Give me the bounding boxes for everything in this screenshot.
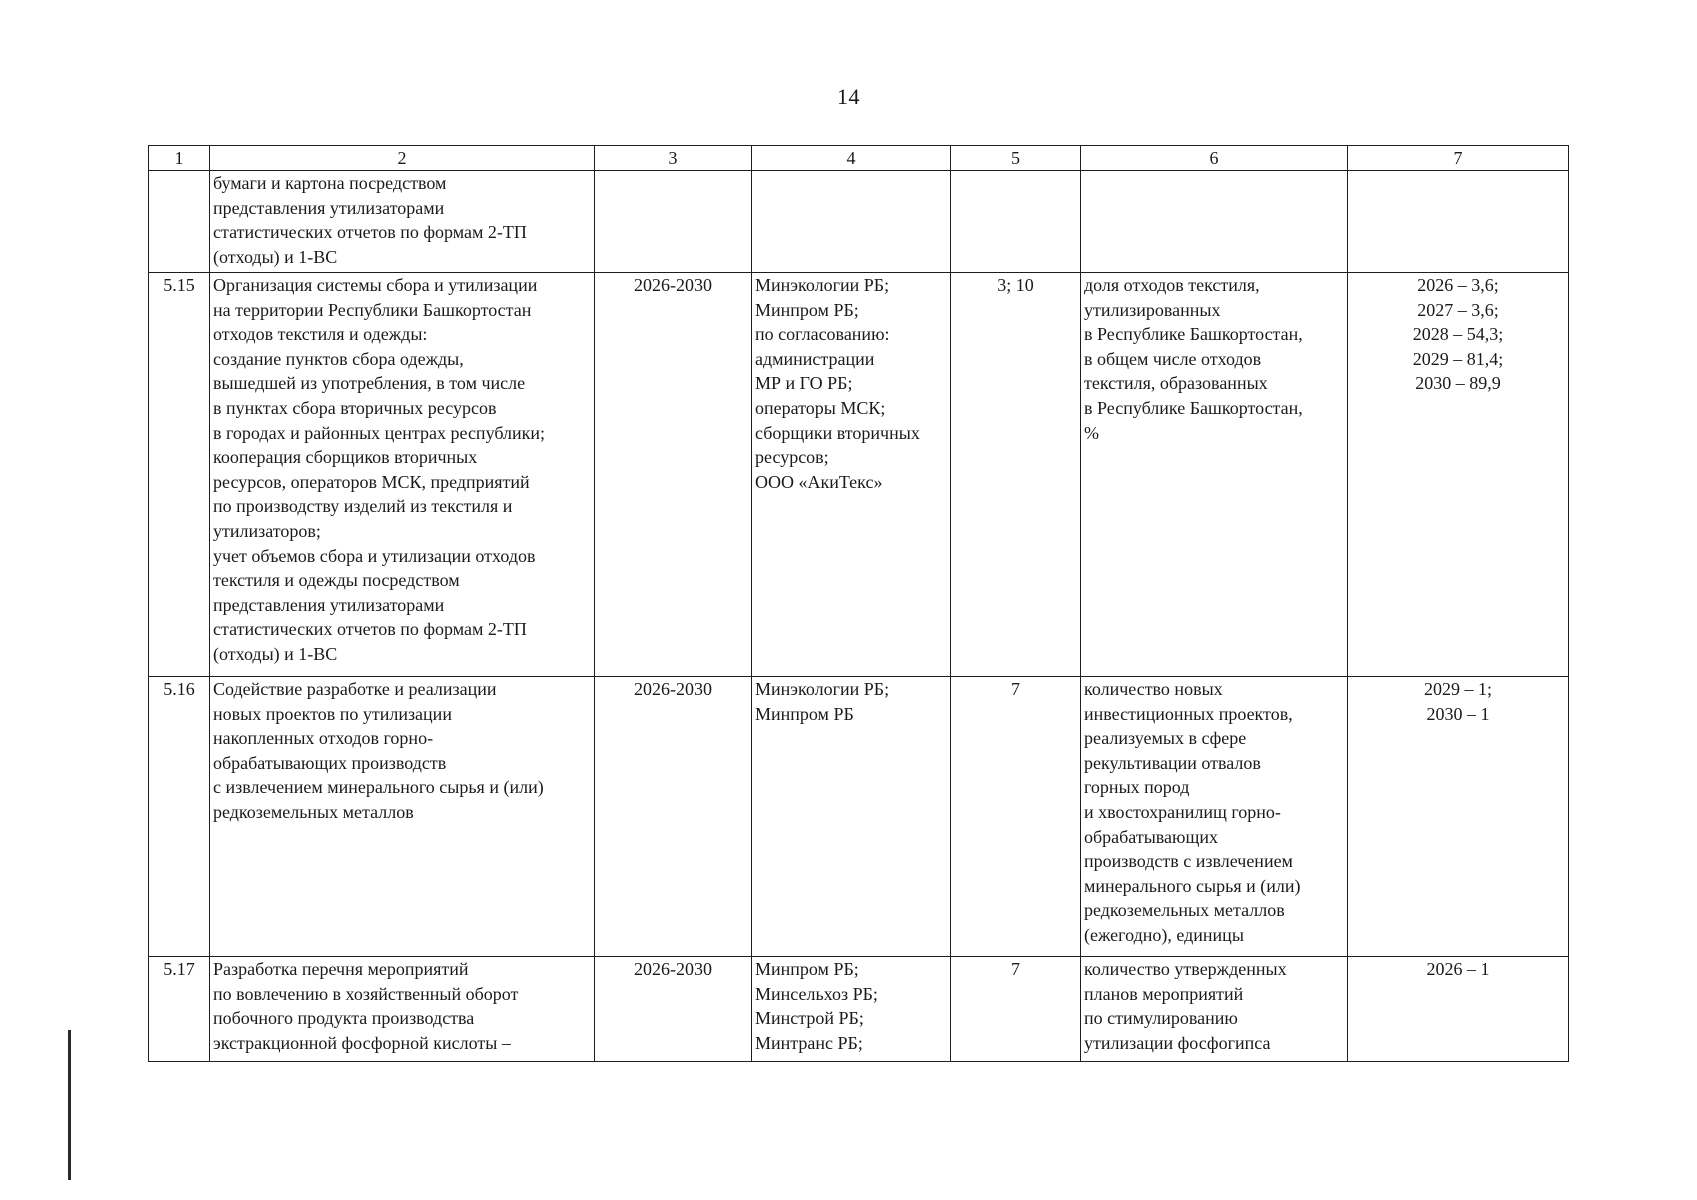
row-period: 2026-2030 — [595, 677, 752, 957]
row-indicator: доля отходов текстиля, утилизированных в Республике Башкортостан, в общем числе отходов текстиля, образованных в Республике Башкортостан, % — [1081, 273, 1348, 677]
table-row — [149, 273, 1569, 677]
table-row — [149, 171, 1569, 273]
row-indicator: количество новых инвестиционных проектов, реализуемых в сфере рекультивации отвалов горных пород и хвостохранилищ горно- обрабатывающих производств с извлечением минерального сырья и (или) редкоземельных металлов (ежегодно), единицы — [1081, 677, 1348, 957]
header-cell-5: 5 — [951, 146, 1081, 171]
header-cell-1: 1 — [149, 146, 210, 171]
row-number: 5.17 — [149, 957, 210, 1062]
row-indicator: количество утвержденных планов мероприятий по стимулированию утилизации фосфогипса — [1081, 957, 1348, 1062]
header-cell-6: 6 — [1081, 146, 1348, 171]
row-activity: Содействие разработке и реализации новых проектов по утилизации накопленных отходов горно- обрабатывающих производств с извлечением минерального сырья и (или) редкоземельных металлов — [210, 677, 595, 957]
row-period: 2026-2030 — [595, 957, 752, 1062]
header-cell-4: 4 — [752, 146, 951, 171]
row-executors — [752, 171, 951, 273]
page-number: 14 — [837, 84, 860, 109]
table-row — [149, 957, 1569, 1062]
measures-table — [148, 145, 1569, 1062]
row-executors: Минэкологии РБ; Минпром РБ — [752, 677, 951, 957]
row-tasks — [951, 171, 1081, 273]
scan-edge-mark — [68, 1030, 71, 1180]
row-number — [149, 171, 210, 273]
row-tasks: 7 — [951, 957, 1081, 1062]
header-cell-7: 7 — [1348, 146, 1569, 171]
row-executors: Минпром РБ; Минсельхоз РБ; Минстрой РБ; Минтранс РБ; — [752, 957, 951, 1062]
row-activity: Разработка перечня мероприятий по вовлечению в хозяйственный оборот побочного продукта производства экстракционной фосфорной кислоты – — [210, 957, 595, 1062]
table-header-row — [149, 146, 1569, 171]
row-executors: Минэкологии РБ; Минпром РБ; по согласованию: администрации МР и ГО РБ; операторы МСК; сборщики вторичных ресурсов; ООО «АкиТекс» — [752, 273, 951, 677]
row-number: 5.15 — [149, 273, 210, 677]
row-period: 2026-2030 — [595, 273, 752, 677]
row-values: 2029 – 1; 2030 – 1 — [1348, 677, 1569, 957]
row-values: 2026 – 1 — [1348, 957, 1569, 1062]
header-cell-3: 3 — [595, 146, 752, 171]
header-cell-2: 2 — [210, 146, 595, 171]
row-number: 5.16 — [149, 677, 210, 957]
row-values: 2026 – 3,6; 2027 – 3,6; 2028 – 54,3; 2029 – 81,4; 2030 – 89,9 — [1348, 273, 1569, 677]
table-row — [149, 677, 1569, 957]
row-activity: Организация системы сбора и утилизации на территории Республики Башкортостан отходов текстиля и одежды: создание пунктов сбора одежды, вышедшей из употребления, в том числе в пунктах сбора вторичных ресурсов в городах и районных центрах республики; кооперация сборщиков вторичных ресурсов, операторов МСК, предприятий по производству изделий из текстиля и утилизаторов; учет объемов сбора и утилизации отходов текстиля и одежды посредством представления утилизаторами статистических отчетов по формам 2-ТП (отходы) и 1-ВС — [210, 273, 595, 677]
row-tasks: 7 — [951, 677, 1081, 957]
row-period — [595, 171, 752, 273]
row-tasks: 3; 10 — [951, 273, 1081, 677]
row-values — [1348, 171, 1569, 273]
row-indicator — [1081, 171, 1348, 273]
row-activity: бумаги и картона посредством представления утилизаторами статистических отчетов по формам 2-ТП (отходы) и 1-ВС — [210, 171, 595, 273]
